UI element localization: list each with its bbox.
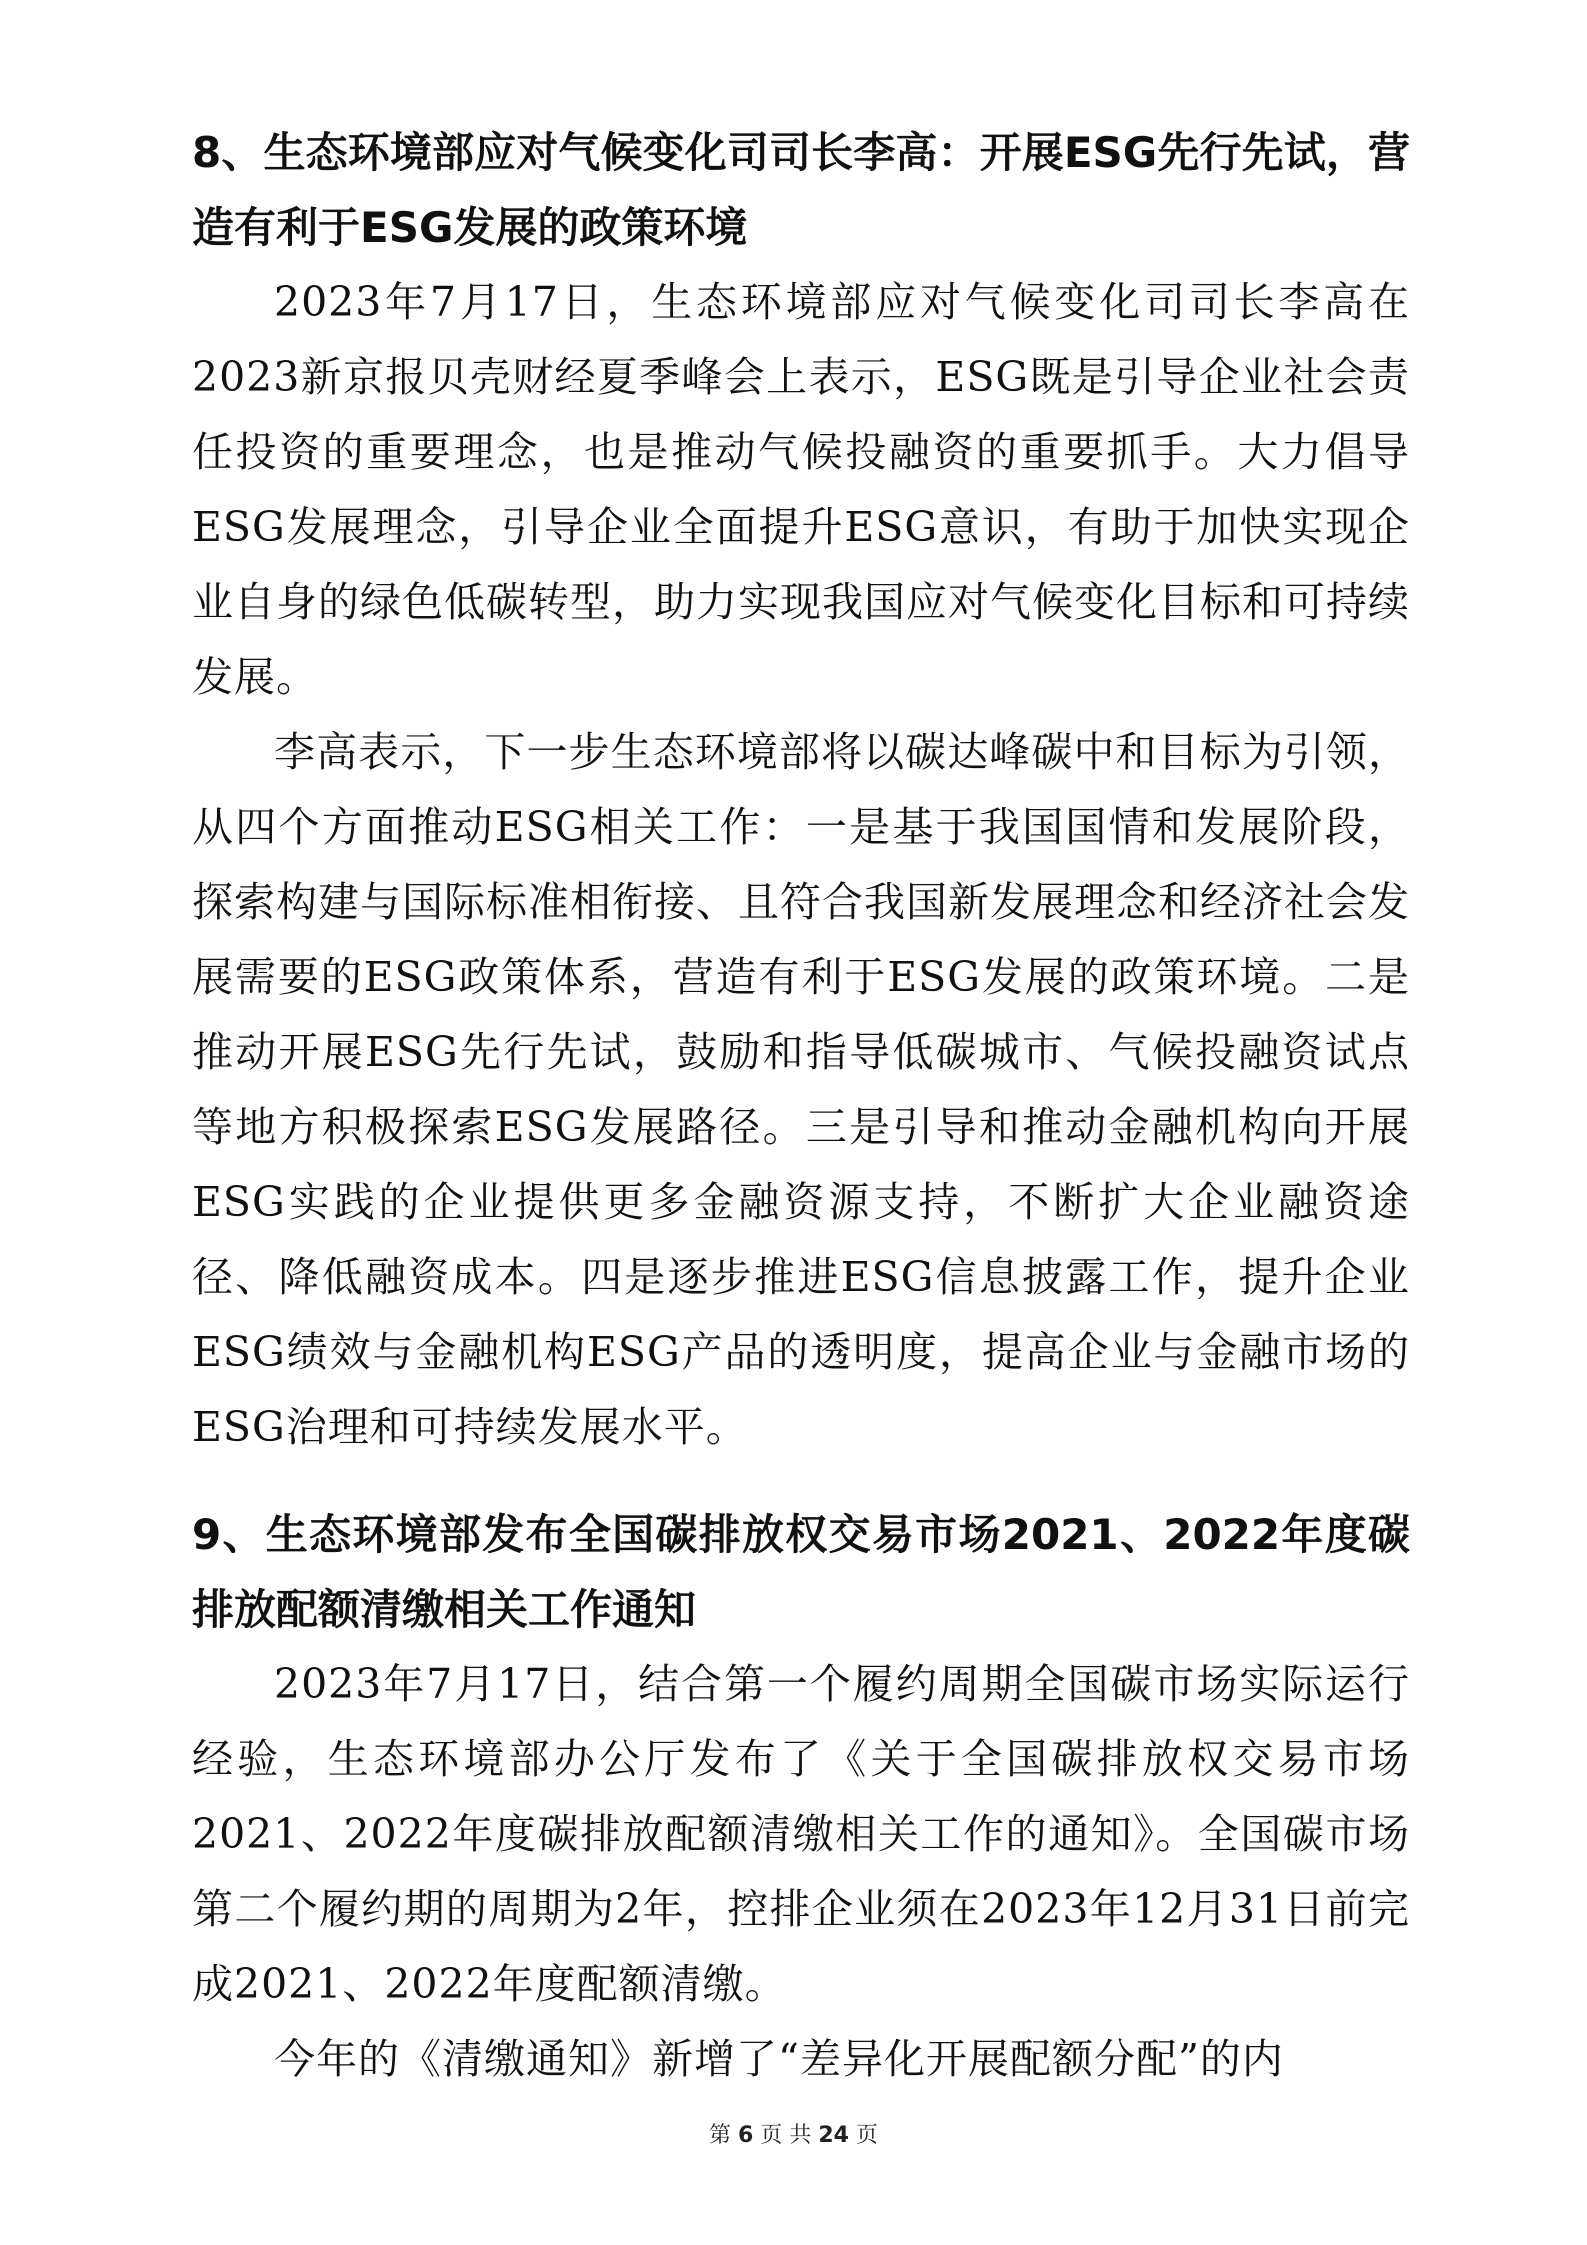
footer-middle: 页 共 <box>760 2123 812 2148</box>
section-9-paragraph-2: 今年的《清缴通知》新增了“差异化开展配额分配”的内 <box>274 2035 1284 2083</box>
footer-suffix: 页 <box>855 2123 878 2148</box>
section-8-paragraph-2: 李高表示，下一步生态环境部将以碳达峰碳中和目标为引领，从四个方面推动ESG相关工作：一是基于我国国情和发展阶段，探索构建与国际标准相衔接、且符合我国新发展理念和经济社会发展需要的ESG政策体系，营造有利于ESG发展的政策环境。二是推动开展ESG先行先试，鼓励和指导低碳城市、气候投融资试点等地方积极探索ESG发展路径。三是引导和推动金融机构向开展ESG实践的企业提供更多金融资源支持，不断扩大企业融资途径、降低融资成本。四是逐步推进ESG信息披露工作，提升企业ESG绩效与金融机构ESG产品的透明度，提高企业与金融市场的ESG治理和可持续发展水平。 <box>192 728 1410 1451</box>
page-content <box>192 115 1410 2097</box>
footer-total-pages: 24 <box>818 2123 849 2148</box>
section-8-paragraph-1: 2023年7月17日，生态环境部应对气候变化司司长李高在2023新京报贝壳财经夏季峰会上表示，ESG既是引导企业社会责任投资的重要理念，也是推动气候投融资的重要抓手。大力倡导ESG发展理念，引导企业全面提升ESG意识，有助于加快实现企业自身的绿色低碳转型，助力实现我国应对气候变化目标和可持续发展。 <box>192 278 1410 701</box>
section-9-heading: 9、生态环境部发布全国碳排放权交易市场2021、2022年度碳排放配额清缴相关工作通知 <box>192 1510 1410 1634</box>
section-9-paragraph-1: 2023年7月17日，结合第一个履约周期全国碳市场实际运行经验，生态环境部办公厅发布了《关于全国碳排放权交易市场2021、2022年度碳排放配额清缴相关工作的通知》。全国碳市场第二个履约期的周期为2年，控排企业须在2023年12月31日前完成2021、2022年度配额清缴。 <box>192 1660 1410 2008</box>
footer-prefix: 第 <box>709 2123 732 2148</box>
section-8-heading: 8、生态环境部应对气候变化司司长李高：开展ESG先行先试，营造有利于ESG发展的政策环境 <box>192 128 1410 252</box>
page-footer <box>0 2118 1587 2149</box>
footer-current-page: 6 <box>738 2123 754 2148</box>
